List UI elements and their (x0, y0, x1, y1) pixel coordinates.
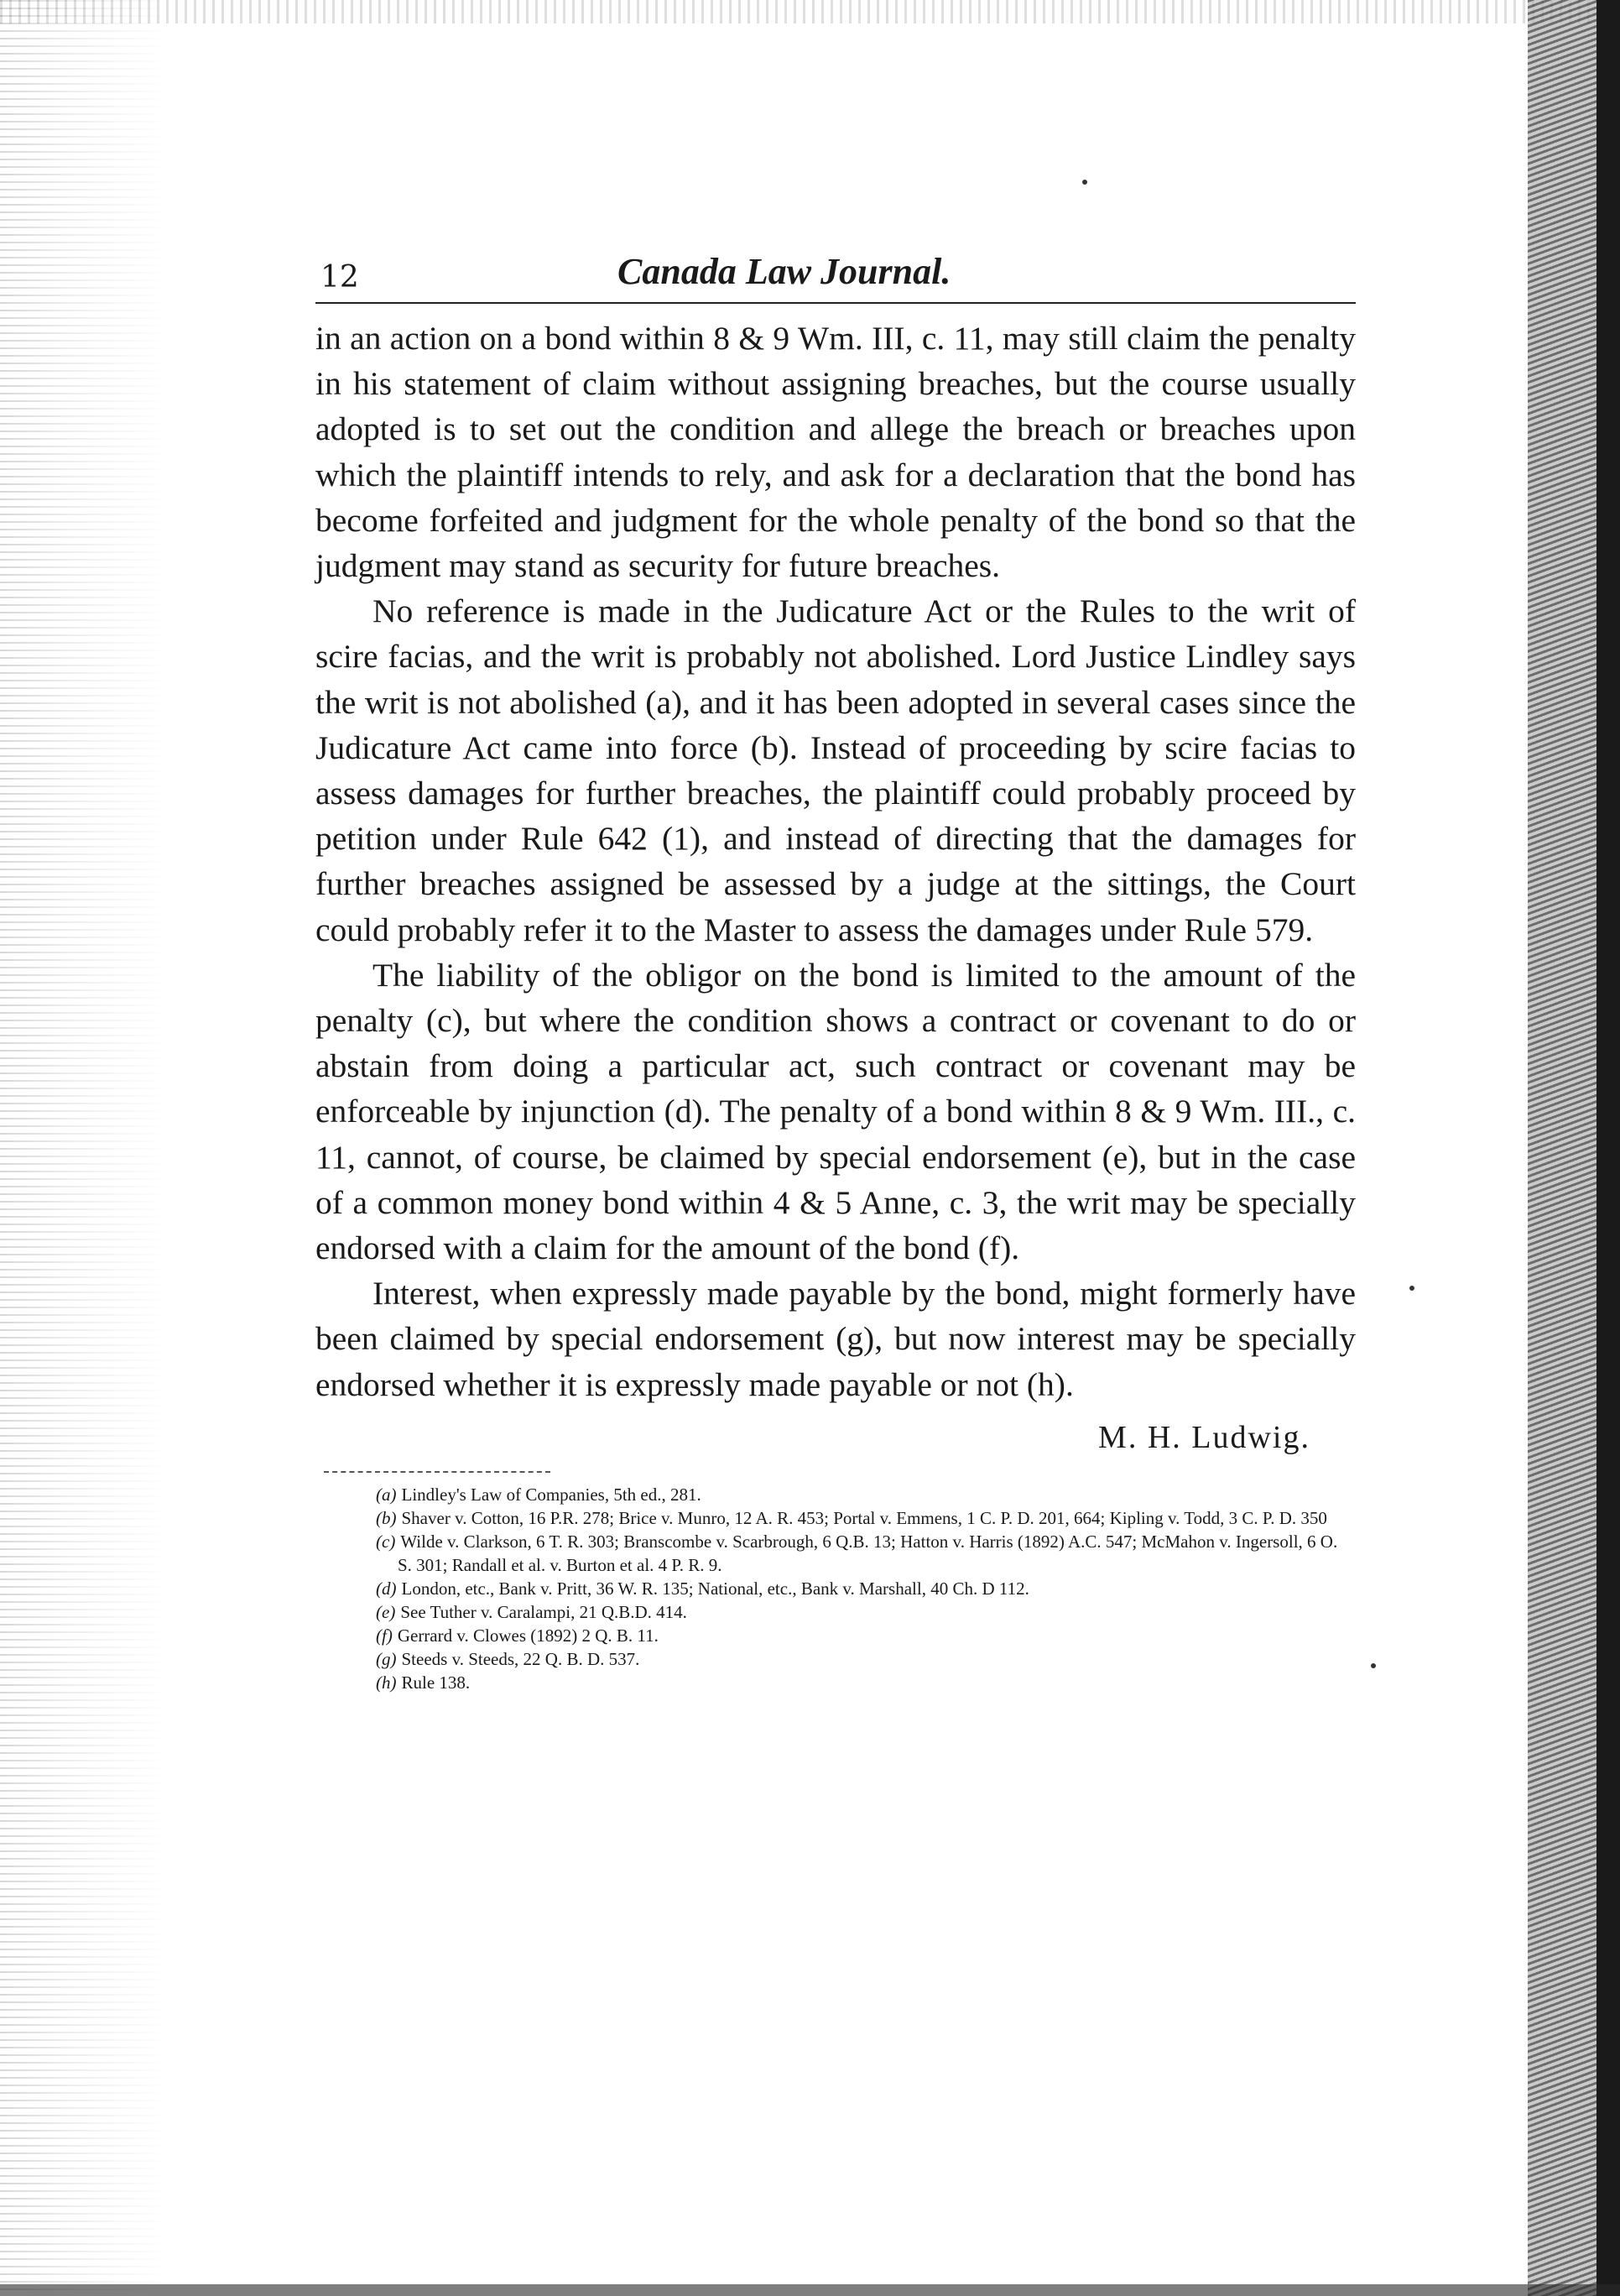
footnote-mark: (e) (376, 1601, 396, 1622)
left-binding-edge (0, 0, 168, 2296)
footnote (376, 1483, 1356, 1506)
paragraph: The liability of the obligor on the bond is limited to the amount of the penalty (c), but where the condition shows a contract or covenant to do or abstain from doing a particular act, such contract or covenant may be enforceable by injunction (d). The penalty of a bond within 8 & 9 Wm. III., c. 11, cannot, of course, be claimed by special endorsement (e), but in the case of a common money bond within 4 & 5 Anne, c. 3, the writ may be specially endorsed with a claim for the amount of the bond (f). (315, 956, 1356, 1267)
footnote-text: London, etc., Bank v. Pritt, 36 W. R. 135; National, etc., Bank v. Marshall, 40 Ch. D 112. (401, 1578, 1029, 1599)
paragraph: No reference is made in the Judicature Act or the Rules to the writ of scire facias, and the writ is probably not abolished. Lord Justice Lindley says the writ is not abolished (a), and it has been adopted in several cases since the Judicature Act came into force (b). Instead of proceeding by scire facias to assess damages for further breaches, the plaintiff could probably proceed by petition under Rule 642 (1), and instead of directing that the damages for further breaches assigned be assessed by a judge at the sittings, the Court could probably refer it to the Master to assess the damages under Rule 579. (315, 592, 1356, 948)
footnotes (315, 1483, 1356, 1694)
right-dark-margin (1597, 0, 1620, 2296)
page-top-edge (0, 0, 1620, 23)
footnote (376, 1624, 1356, 1647)
footnote-text: Steeds v. Steeds, 22 Q. B. D. 537. (401, 1648, 640, 1669)
footnote-mark: (d) (376, 1578, 397, 1599)
footnote (376, 1600, 1356, 1624)
article-body (315, 316, 1356, 1407)
footnote-text: See Tuther v. Caralampi, 21 Q.B.D. 414. (400, 1601, 687, 1622)
footnote (376, 1647, 1356, 1671)
print-speck (1371, 1663, 1376, 1668)
footnote-text: Wilde v. Clarkson, 6 T. R. 303; Branscombe v. Scarbrough, 6 Q.B. 13; Hatton v. Harris (1892) A.C. 547; McMahon v. Ingersoll, 6 O. S. 301; Randall et al. v. Burton et al. 4 P. R. 9. (398, 1531, 1338, 1575)
footnote-text: Gerrard v. Clowes (1892) 2 Q. B. 11. (397, 1625, 659, 1646)
paragraph: in an action on a bond within 8 & 9 Wm. III, c. 11, may still claim the penalty in his statement of claim without assigning breaches, but the course usually adopted is to set out the condition and allege the breach or breaches upon which the plaintiff intends to rely, and ask for a declaration that the bond has become forfeited and judgment for the whole penalty of the bond so that the judgment may stand as security for future breaches. (315, 320, 1356, 585)
footnote (376, 1671, 1356, 1694)
page-bottom-edge (0, 2284, 1620, 2296)
print-speck (1409, 1286, 1414, 1291)
page-content (315, 243, 1356, 1694)
footnote-text: Shaver v. Cotton, 16 P.R. 278; Brice v. Munro, 12 A. R. 453; Portal v. Emmens, 1 C. P. D. 201, 664; Kipling v. Todd, 3 C. P. D. 350 (401, 1507, 1327, 1528)
footnote-mark: (a) (376, 1484, 397, 1505)
author-signature: M. H. Ludwig. (1098, 1419, 1310, 1455)
running-head (315, 243, 1356, 304)
footnote-rule (324, 1471, 550, 1473)
footnote-mark: (g) (376, 1648, 397, 1669)
print-speck (1082, 180, 1087, 185)
footnote-mark: (f) (376, 1625, 393, 1646)
footnote-mark: (c) (376, 1531, 396, 1552)
footnote-mark: (b) (376, 1507, 397, 1528)
journal-title: Canada Law Journal. (617, 251, 951, 292)
footnote (376, 1530, 1356, 1577)
footnote-text: Lindley's Law of Companies, 5th ed., 281. (401, 1484, 701, 1505)
footnote (376, 1506, 1356, 1530)
footnote (376, 1577, 1356, 1600)
footnote-text: Rule 138. (401, 1672, 471, 1693)
page-number: 12 (320, 260, 359, 295)
paragraph: Interest, when expressly made payable by the bond, might formerly have been claimed by special endorsement (g), but now interest may be specially endorsed whether it is expressly made payable or not (h). (315, 1275, 1356, 1403)
footnote-mark: (h) (376, 1672, 397, 1693)
